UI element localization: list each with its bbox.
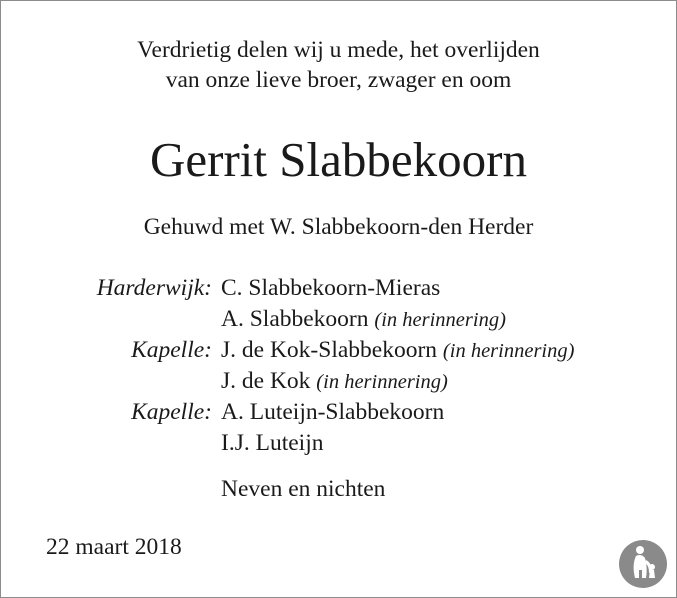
memorial-figure-logo-icon xyxy=(618,539,668,589)
relative-entry xyxy=(221,428,323,458)
date-line: 22 maart 2018 xyxy=(46,534,182,560)
relative-name: J. de Kok xyxy=(221,368,311,394)
relative-name: J. de Kok-Slabbekoorn xyxy=(221,337,438,363)
relative-entry xyxy=(221,304,506,335)
relative-row xyxy=(1,273,676,303)
intro-line-1: Verdrietig delen wij u mede, het overlijden xyxy=(137,37,540,63)
relative-note: (in herinnering) xyxy=(374,309,506,331)
relative-name: C. Slabbekoorn-Mieras xyxy=(221,275,441,301)
relative-place: Kapelle: xyxy=(131,399,212,425)
relative-row xyxy=(1,335,676,365)
relative-note: (in herinnering) xyxy=(442,340,575,362)
relative-place: Harderwijk: xyxy=(96,275,212,301)
relative-note: (in herinnering) xyxy=(316,371,448,393)
intro-line-2: van onze lieve broer, zwager en oom xyxy=(165,67,512,93)
relative-name: I.J. Luteijn xyxy=(221,430,324,456)
relative-entry xyxy=(221,397,444,427)
relative-name: A. Slabbekoorn xyxy=(221,306,369,332)
relative-name: A. Luteijn-Slabbekoorn xyxy=(221,399,445,425)
relative-place: Kapelle: xyxy=(131,337,212,363)
spouse-line: Gehuwd met W. Slabbekoorn-den Herder xyxy=(143,214,534,240)
relative-row xyxy=(1,366,676,396)
relative-entry xyxy=(221,273,440,303)
extended-family: Neven en nichten xyxy=(221,476,386,502)
deceased-name: Gerrit Slabbekoorn xyxy=(150,132,527,187)
relative-entry xyxy=(221,366,448,397)
relative-entry xyxy=(221,335,574,366)
relative-row xyxy=(1,397,676,427)
extended-family-row xyxy=(1,474,676,504)
relative-row xyxy=(1,304,676,334)
relative-row xyxy=(1,428,676,458)
